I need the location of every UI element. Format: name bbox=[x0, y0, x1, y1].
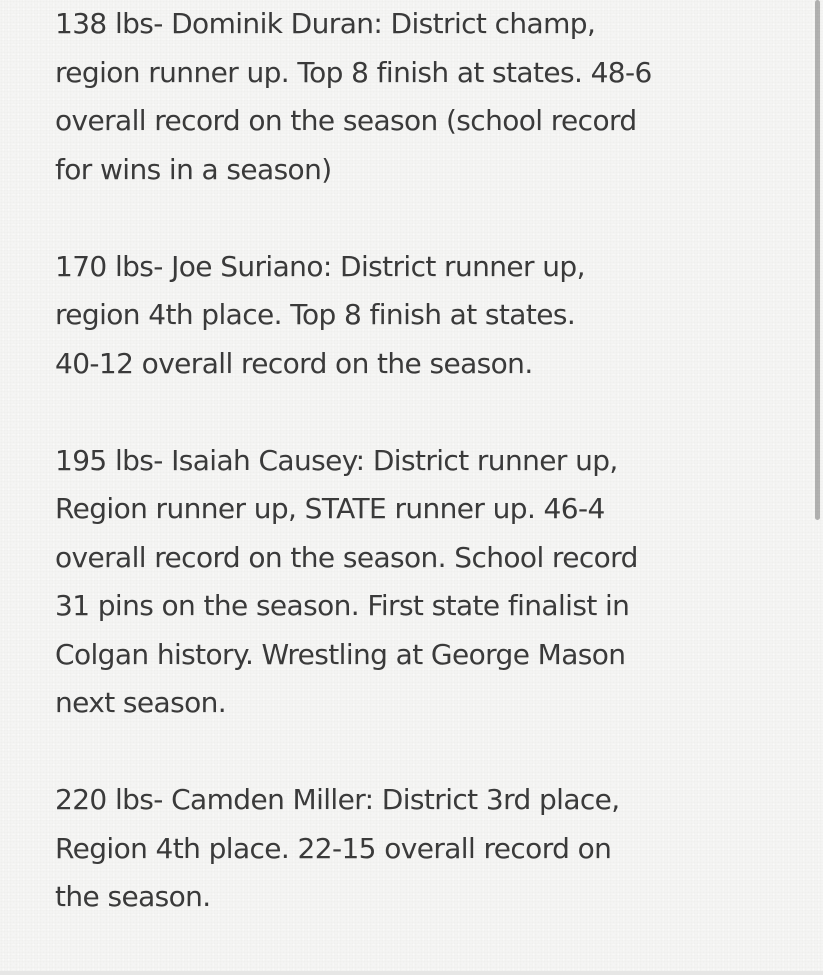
text-line: 138 lbs- Dominik Duran: District champ, bbox=[55, 7, 596, 40]
text-line: 220 lbs- Camden Miller: District 3rd place, bbox=[55, 783, 620, 816]
wrestler-entry-220 bbox=[55, 776, 805, 922]
wrestler-entry-138 bbox=[55, 0, 805, 194]
text-line: overall record on the season. School record bbox=[55, 540, 638, 574]
wrestler-entry-170 bbox=[55, 243, 805, 389]
text-line: overall record on the season (school record bbox=[55, 104, 637, 137]
page-bottom-edge bbox=[0, 971, 823, 975]
text-line: region runner up. Top 8 finish at states. 48-6 bbox=[55, 55, 652, 89]
text-line: 40-12 overall record on the season. bbox=[55, 346, 533, 380]
text-line: Region 4th place. 22-15 overall record on bbox=[55, 831, 612, 865]
text-line: region 4th place. Top 8 finish at states. bbox=[55, 298, 576, 331]
text-line: next season. bbox=[55, 686, 227, 719]
scrollbar[interactable] bbox=[815, 0, 820, 520]
text-line: 170 lbs- Joe Suriano: District runner up, bbox=[55, 249, 585, 283]
text-line: the season. bbox=[55, 880, 211, 913]
wrestler-entry-195 bbox=[55, 437, 805, 728]
text-line: 31 pins on the season. First state finalist in bbox=[55, 589, 630, 622]
text-line: 195 lbs- Isaiah Causey: District runner up, bbox=[55, 443, 618, 477]
text-line: for wins in a season) bbox=[55, 152, 332, 186]
note-body[interactable] bbox=[55, 0, 805, 970]
text-line: Colgan history. Wrestling at George Mason bbox=[55, 637, 626, 671]
text-line: Region runner up, STATE runner up. 46-4 bbox=[55, 492, 605, 525]
